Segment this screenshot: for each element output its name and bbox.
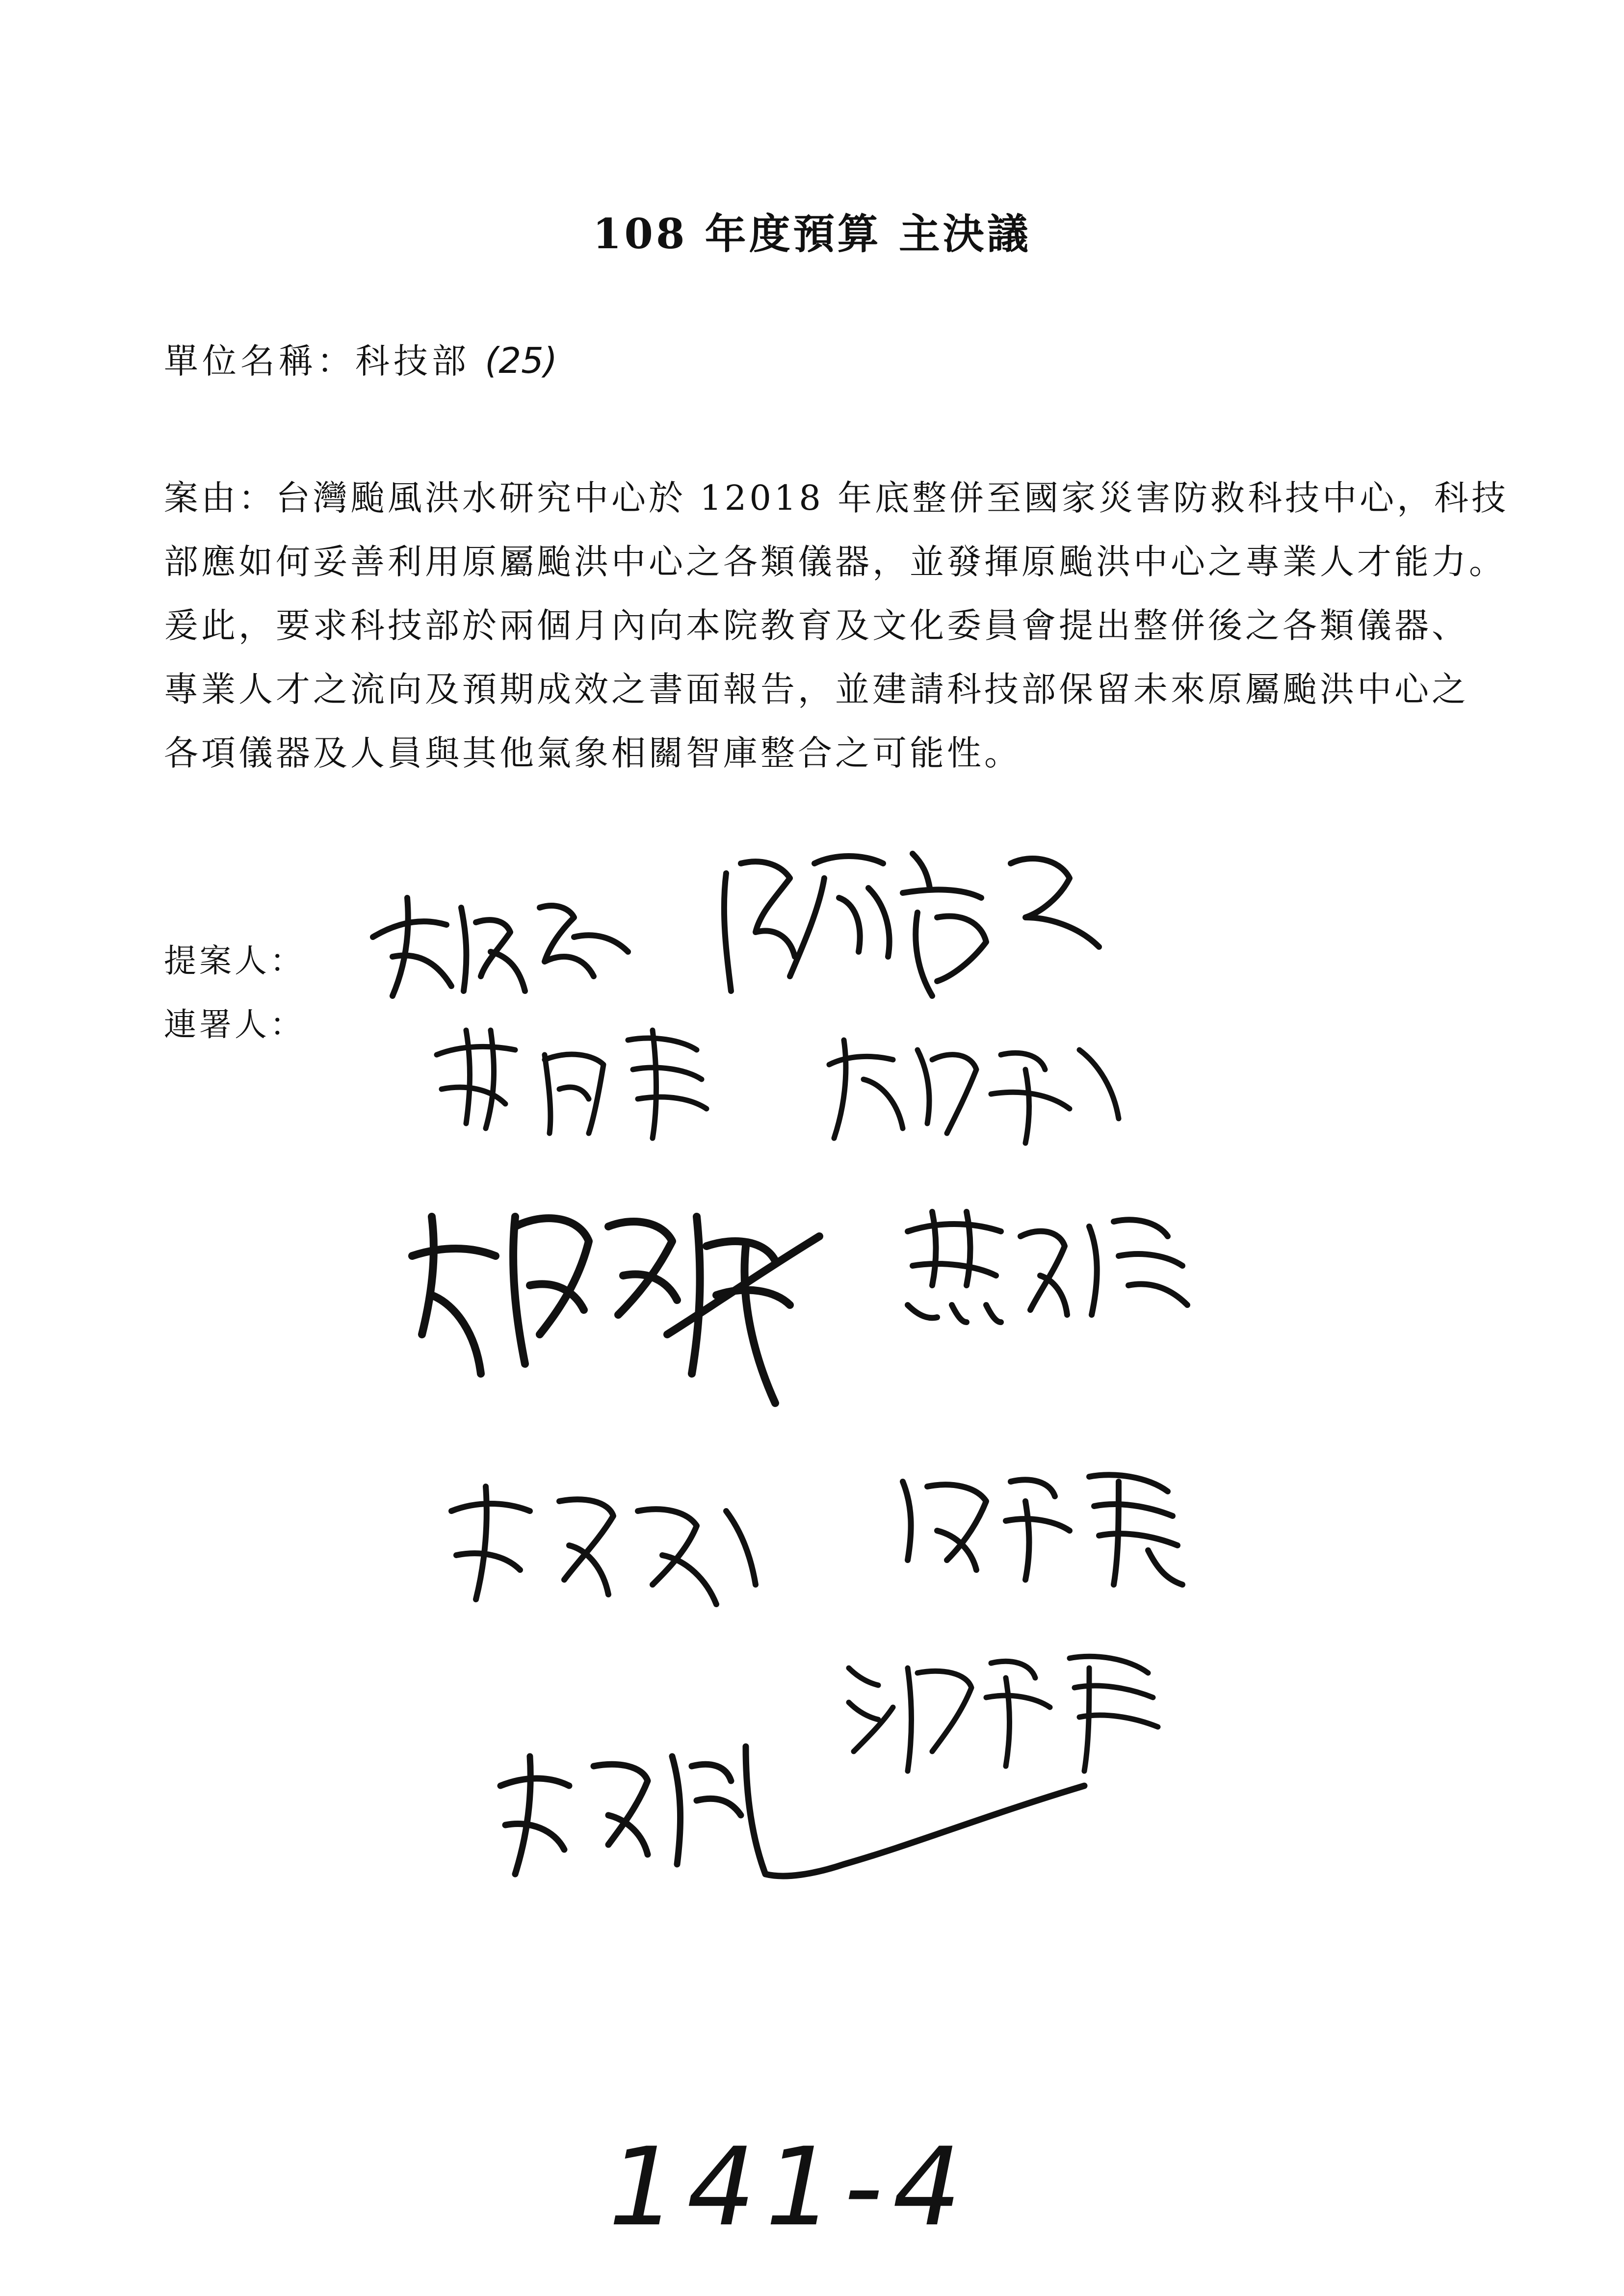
proposer-signature-1: [363, 878, 638, 1006]
case-line: 部應如何妥善利用原屬颱洪中心之各類儀器，並發揮原颱洪中心之專業人才能力。: [164, 542, 1506, 582]
cosigner-signature-8: [471, 1717, 1109, 1923]
case-line: 專業人才之流向及預期成效之書面報告，並建請科技部保留未來原屬颱洪中心之: [164, 669, 1469, 709]
cosigner-label: 連署人：: [164, 1006, 305, 1044]
page-number: 141-4: [608, 2124, 971, 2250]
cosigner-signature-4: [893, 1197, 1197, 1344]
case-line: 案由：台灣颱風洪水研究中心於 12018 年底整併至國家災害防救科技中心，科技: [164, 478, 1509, 518]
cosigner-signature-2: [814, 1020, 1128, 1148]
cosigner-signature-3: [402, 1187, 844, 1442]
proposer-signature-2: [707, 834, 1109, 1020]
unit-code: (25): [485, 340, 558, 381]
document-title: 108 年度預算 主決議: [593, 209, 1031, 258]
cosigner-signature-1: [422, 1011, 716, 1148]
unit-label: 單位名稱：: [164, 341, 355, 381]
case-line: 爰此，要求科技部於兩個月內向本院教育及文化委員會提出整併後之各類儀器、: [164, 605, 1469, 646]
unit-line: [164, 334, 557, 383]
case-line: 各項儀器及人員與其他氣象相關智庫整合之可能性。: [164, 733, 1022, 773]
case-description: [164, 466, 1513, 785]
cosigner-signature-6: [883, 1452, 1197, 1599]
proposer-label: 提案人：: [164, 942, 305, 980]
cosigner-signature-5: [432, 1472, 775, 1619]
unit-name: 科技部: [355, 341, 470, 381]
